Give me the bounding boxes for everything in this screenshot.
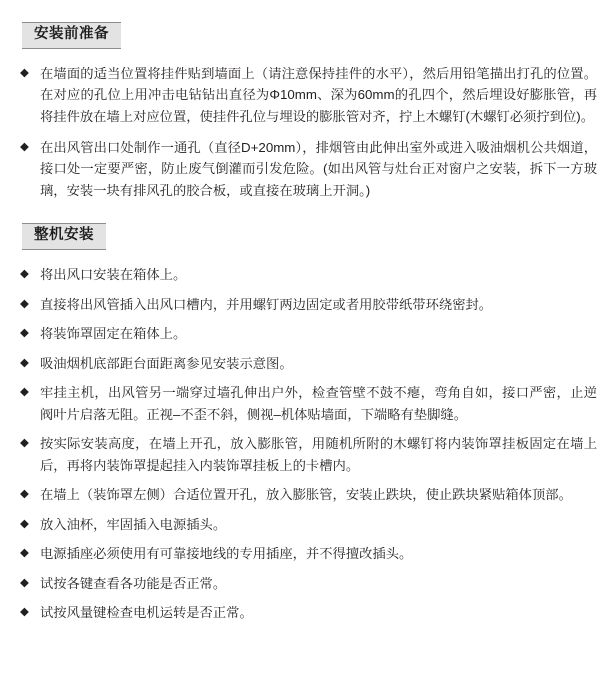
section-heading-installation: 整机安装 — [22, 223, 106, 250]
list-item-text: 直接将出风管插入出风口槽内，并用螺钉两边固定或者用胶带纸带环绕密封。 — [40, 296, 493, 312]
list-item — [18, 382, 597, 425]
installation-list — [18, 264, 597, 624]
list-item-text: 将出风口安装在箱体上。 — [40, 267, 187, 283]
list-item — [18, 543, 597, 565]
list-item-text: 按实际安装高度，在墙上开孔，放入膨胀管，用随机所附的木螺钉将内装饰罩挂板固定在墙上后，再将内装饰罩提起挂入内装饰罩挂板上的卡槽内。 — [40, 436, 597, 473]
list-item — [18, 137, 597, 202]
list-item — [18, 514, 597, 536]
diamond-bullet-icon: ◆ — [20, 268, 29, 281]
list-item — [18, 433, 597, 476]
list-item — [18, 484, 597, 506]
diamond-bullet-icon: ◆ — [20, 547, 29, 560]
diamond-bullet-icon: ◆ — [20, 140, 29, 153]
list-item — [18, 323, 597, 345]
diamond-bullet-icon: ◆ — [20, 606, 29, 619]
section-heading-wrap-1 — [22, 22, 597, 49]
list-item-text: 牢挂主机，出风管另一端穿过墙孔伸出户外，检查管壁不鼓不瘪，弯角自如，接口严密，止逆阀叶片启落无阻。正视–不歪不斜，侧视–机体贴墙面，下端略有垫脚缝。 — [40, 385, 597, 422]
section-heading-preparation: 安装前准备 — [22, 22, 121, 49]
list-item-text: 在出风管出口处制作一通孔（直径D+20mm），排烟管由此伸出室外或进入吸油烟机公共烟道，接口处一定要严密，防止废气倒灌而引发危险。(如出风管与灶台正对窗户之安装，拆下一方玻璃，安装一块有排风孔的胶合板，或直接在玻璃上开洞。) — [40, 139, 597, 198]
list-item-text: 将装饰罩固定在箱体上。 — [40, 326, 187, 342]
list-item-text: 吸油烟机底部距台面距离参见安装示意图。 — [40, 355, 293, 371]
list-item — [18, 63, 597, 128]
section-heading-wrap-2 — [22, 223, 597, 250]
diamond-bullet-icon: ◆ — [20, 576, 29, 589]
diamond-bullet-icon: ◆ — [20, 488, 29, 501]
list-item — [18, 353, 597, 375]
diamond-bullet-icon: ◆ — [20, 327, 29, 340]
list-item-text: 试按风量键检查电机运转是否正常。 — [40, 605, 253, 621]
list-item-text: 电源插座必须使用有可靠接地线的专用插座，并不得擅改插头。 — [40, 546, 413, 562]
diamond-bullet-icon: ◆ — [20, 386, 29, 399]
list-item-text: 放入油杯，牢固插入电源插头。 — [40, 516, 227, 532]
list-item-text: 在墙上（装饰罩左侧）合适位置开孔，放入膨胀管，安装止跌块，使止跌块紧贴箱体顶部。 — [40, 487, 572, 503]
list-item — [18, 602, 597, 624]
list-item-text: 试按各键查看各功能是否正常。 — [40, 575, 227, 591]
list-item-text: 在墙面的适当位置将挂件贴到墙面上（请注意保持挂件的水平），然后用铅笔描出打孔的位置。在对应的孔位上用冲击电钻钻出直径为Φ10mm、深为60mm的孔四个，然后埋设好膨胀管，再将挂件放在墙上对应位置，使挂件孔位与埋设的膨胀管对齐，拧上木螺钉(木螺钉必须拧到位)。 — [40, 65, 597, 124]
diamond-bullet-icon: ◆ — [20, 437, 29, 450]
list-item — [18, 573, 597, 595]
preparation-list — [18, 63, 597, 201]
diamond-bullet-icon: ◆ — [20, 297, 29, 310]
list-item — [18, 264, 597, 286]
diamond-bullet-icon: ◆ — [20, 356, 29, 369]
diamond-bullet-icon: ◆ — [20, 517, 29, 530]
diamond-bullet-icon: ◆ — [20, 66, 29, 79]
list-item — [18, 294, 597, 316]
